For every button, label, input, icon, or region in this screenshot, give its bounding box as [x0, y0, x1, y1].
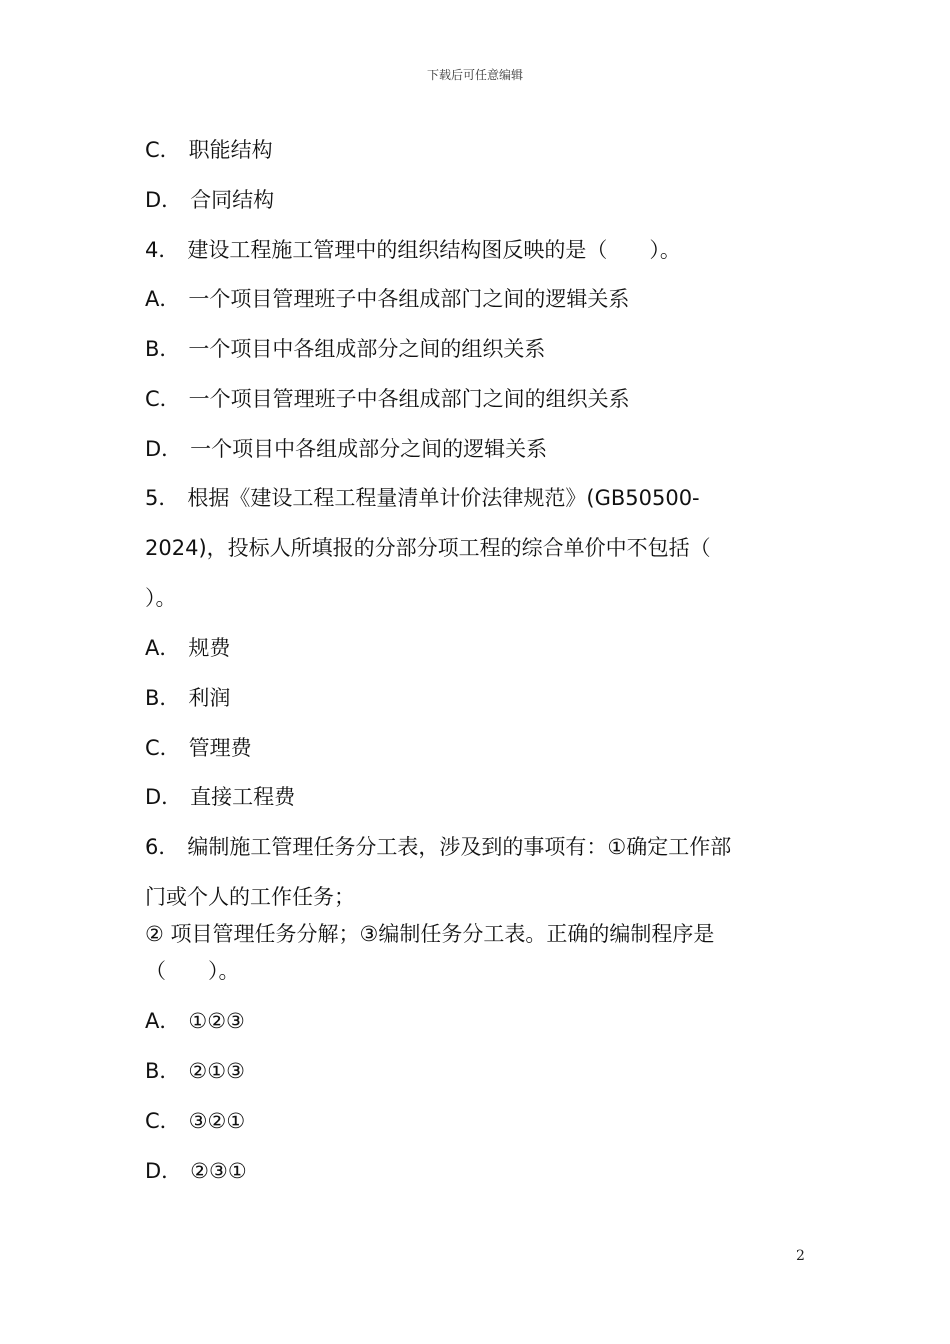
option-label: C． [145, 387, 181, 411]
option-c-line [145, 385, 630, 413]
question-text: 编制施工管理任务分工表，涉及到的事项有：①确定工作部 [187, 835, 732, 859]
option-label: B． [145, 1059, 181, 1083]
question-6-continued [145, 883, 355, 911]
page-header: 下载后可任意编辑 [426, 68, 523, 82]
option-a-line [145, 1007, 245, 1035]
option-text: 一个项目中各组成部分之间的组织关系 [188, 337, 546, 361]
option-label: D． [145, 1159, 183, 1183]
option-label: B． [145, 337, 181, 361]
question-number: 6． [145, 835, 180, 859]
option-label: C． [145, 736, 181, 760]
question-5 [145, 484, 700, 512]
option-label: D． [145, 437, 183, 461]
option-b-line [145, 1057, 245, 1085]
question-number: 4． [145, 238, 180, 262]
question-text: ② 项目管理任务分解；③编制任务分工表。正确的编制程序是 [145, 922, 715, 946]
option-label: D． [145, 785, 183, 809]
option-label: D． [145, 188, 183, 212]
question-5-continued [145, 584, 177, 612]
question-text: 门或个人的工作任务； [145, 885, 355, 909]
option-d-line [145, 186, 274, 214]
option-c-line [145, 1107, 245, 1135]
option-a-line [145, 285, 629, 313]
question-text: （ ）。 [145, 959, 240, 983]
option-label: A． [145, 636, 181, 660]
page-number: 2 [796, 1248, 805, 1264]
question-text: 2024)，投标人所填报的分部分项工程的综合单价中不包括（ [145, 536, 711, 560]
option-text: 管理费 [188, 736, 252, 760]
question-4 [145, 236, 681, 264]
option-text: 一个项目管理班子中各组成部门之间的组织关系 [188, 387, 630, 411]
option-d-line [145, 435, 547, 463]
option-b-line [145, 684, 230, 712]
option-text: 合同结构 [190, 188, 275, 212]
option-label: A． [145, 287, 181, 311]
option-b-line [145, 335, 545, 363]
option-text: 规费 [188, 636, 231, 660]
question-number: 5． [145, 486, 180, 510]
question-text: ）。 [145, 586, 177, 610]
question-text: 建设工程施工管理中的组织结构图反映的是（ ）。 [187, 238, 681, 262]
option-d-line [145, 1157, 247, 1185]
option-label: C． [145, 1109, 181, 1133]
option-label: C． [145, 138, 181, 162]
question-6-continued [145, 957, 240, 985]
option-a-line [145, 634, 230, 662]
option-label: A． [145, 1009, 181, 1033]
option-d-line [145, 783, 295, 811]
question-6 [145, 833, 731, 861]
option-text: ③②① [188, 1109, 246, 1133]
option-text: 利润 [188, 686, 231, 710]
question-5-continued [145, 534, 711, 562]
option-text: 职能结构 [188, 138, 273, 162]
option-text: ②①③ [188, 1059, 245, 1083]
question-text: 根据《建设工程工程量清单计价法律规范》(GB50500- [187, 486, 700, 510]
question-6-continued [145, 920, 714, 948]
option-text: 一个项目中各组成部分之间的逻辑关系 [190, 437, 548, 461]
option-c-line [145, 734, 252, 762]
option-text: 一个项目管理班子中各组成部门之间的逻辑关系 [188, 287, 630, 311]
option-label: B． [145, 686, 181, 710]
option-text: ①②③ [188, 1009, 245, 1033]
option-text: 直接工程费 [190, 785, 296, 809]
option-c-line [145, 136, 273, 164]
option-text: ②③① [190, 1159, 247, 1183]
